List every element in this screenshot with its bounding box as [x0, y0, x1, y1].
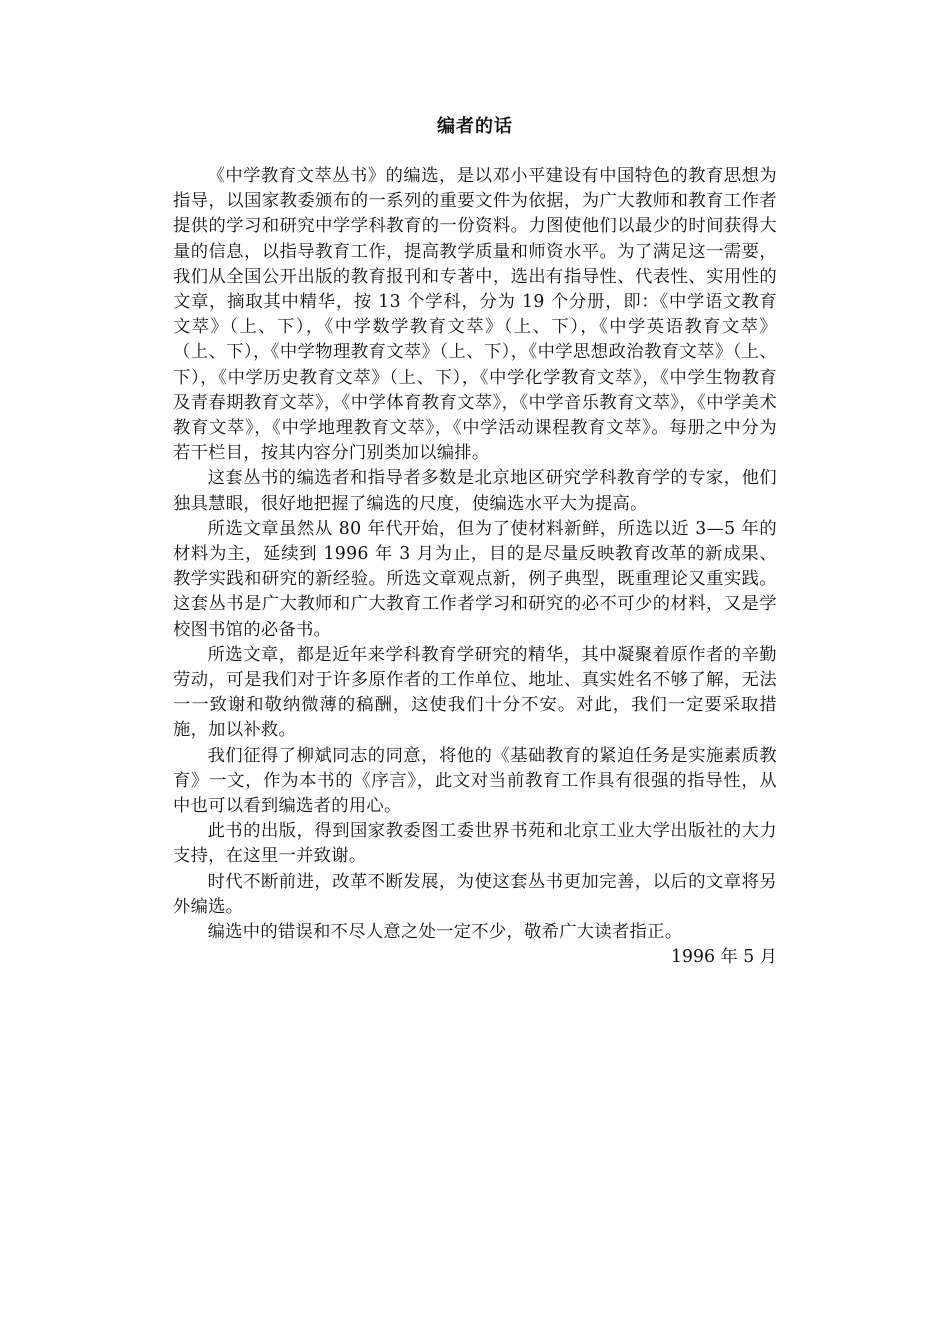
- paragraph-2: 这套丛书的编选者和指导者多数是北京地区研究学科教育学的专家，他们独具慧眼，很好地把握了编选的尺度，使编选水平大为提高。: [173, 468, 777, 514]
- paragraph-1: 《中学教育文萃丛书》的编选，是以邓小平建设有中国特色的教育思想为指导，以国家教委颁布的一系列的重要文件为依据，为广大教师和教育工作者提供的学习和研究中学学科教育的一份资料。力图使他们以最少的时间获得大量的信息，以指导教育工作，提高教学质量和师资水平。为了满足这一需要，我们从全国公开出版的教育报刊和专著中，选出有指导性、代表性、实用性的文章，摘取其中精华，按 13 个学科，分为 19 个分册，即：《中学语文教育文萃》（上、下），《中学数学教育文萃》（上、下），《中学英语教育文萃》（上、下），《中学物理教育文萃》（上、下），《中学思想政治教育文萃》（上、下），《中学历史教育文萃》（上、下），《中学化学教育文萃》，《中学生物教育及青春期教育文萃》，《中学体育教育文萃》，《中学音乐教育文萃》，《中学美术教育文萃》，《中学地理教育文萃》，《中学活动课程教育文萃》。每册之中分为若干栏目，按其内容分门别类加以编排。: [173, 166, 777, 464]
- paragraph-6: 此书的出版，得到国家教委图工委世界书苑和北京工业大学出版社的大力支持，在这里一并致谢。: [173, 821, 777, 867]
- paragraph-7: 时代不断前进，改革不断发展，为使这套丛书更加完善，以后的文章将另外编选。: [173, 871, 777, 917]
- paragraph-5: 我们征得了柳斌同志的同意，将他的《基础教育的紧迫任务是实施素质教育》一文，作为本书的《序言》，此文对当前教育工作具有很强的指导性，从中也可以看到编选者的用心。: [173, 745, 777, 817]
- document-page: [173, 112, 777, 971]
- paragraph-8: 编选中的错误和不尽人意之处一定不少，敬希广大读者指正。: [207, 922, 683, 943]
- paragraph-3: 所选文章虽然从 80 年代开始，但为了使材料新鲜，所选以近 3—5 年的材料为主，延续到 1996 年 3 月为止，目的是尽量反映教育改革的新成果、教学实践和研究的新经验。所选文章观点新，例子典型，既重理论又重实践。这套丛书是广大教师和广大教育工作者学习和研究的必不可少的材料，又是学校图书馆的必备书。: [173, 518, 777, 640]
- page-title: 编者的话: [437, 116, 513, 137]
- paragraph-4: 所选文章，都是近年来学科教育学研究的精华，其中凝聚着原作者的辛勤劳动，可是我们对于许多原作者的工作单位、地址、真实姓名不够了解，无法一一致谢和敬纳微薄的稿酬，这使我们十分不安。对此，我们一定要采取措施，加以补救。: [173, 644, 777, 741]
- signature-date: 1996 年 5 月: [670, 947, 777, 968]
